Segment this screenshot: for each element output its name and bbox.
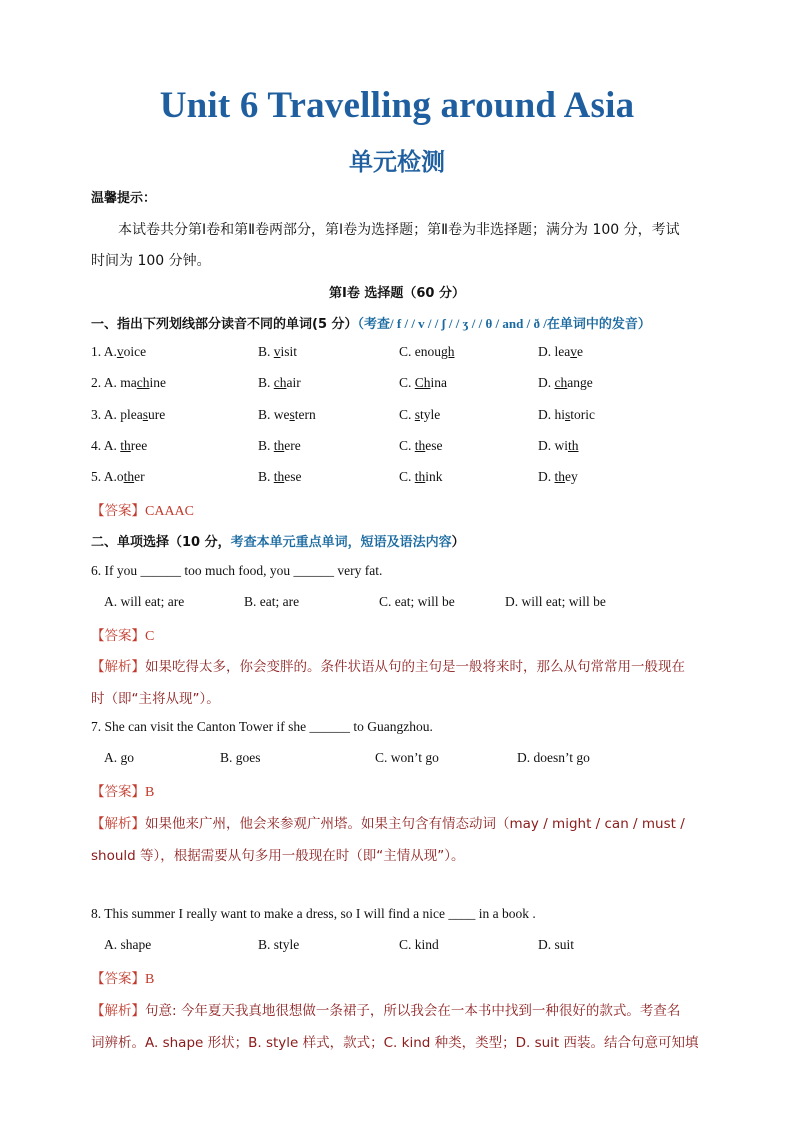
q3-option-d bbox=[538, 407, 595, 423]
option-text: ange bbox=[567, 375, 593, 390]
option-text: oice bbox=[123, 344, 147, 359]
answer-label: 【答案】 bbox=[91, 971, 145, 987]
q7-option-d: D. doesn’t go bbox=[517, 750, 590, 765]
option-text: ere bbox=[284, 438, 301, 453]
section-1-note: （考查/ f / / v / / ʃ / / ʒ / / θ / and / ð /在单词中的发音） bbox=[357, 316, 651, 331]
q2-option-d bbox=[538, 375, 593, 391]
underlined-letters: ch bbox=[554, 375, 568, 390]
q2-option-a bbox=[91, 375, 166, 391]
section-1-answer bbox=[91, 499, 194, 520]
option-text: ink bbox=[425, 469, 443, 484]
option-text: C. bbox=[399, 407, 415, 422]
option-text: tyle bbox=[420, 407, 441, 422]
option-text: 3. A. plea bbox=[91, 407, 143, 422]
q6-option-d: D. will eat; will be bbox=[505, 594, 606, 609]
underlined-letters: th bbox=[120, 438, 131, 453]
option-text: ure bbox=[148, 407, 166, 422]
q1-option-c bbox=[399, 344, 455, 360]
q6-explanation-line-2: 时（即“主将从现”）。 bbox=[91, 691, 220, 707]
question-7-stem: 7. She can visit the Canton Tower if she ______ to Guangzhou. bbox=[91, 719, 433, 734]
volume-1-heading: 第Ⅰ卷 选择题（60 分） bbox=[329, 286, 465, 301]
option-text: B. we bbox=[258, 407, 290, 422]
option-text: ese bbox=[284, 469, 302, 484]
answer-label: 【答案】 bbox=[91, 503, 145, 519]
explanation-text: 如果吃得太多，你会变胖的。条件状语从句的主句是一般将来时，那么从句常常用一般现在 bbox=[145, 659, 685, 675]
option-text: D. bbox=[538, 469, 555, 484]
answer-value: C bbox=[145, 629, 155, 644]
q3-option-b bbox=[258, 407, 316, 423]
question-8-stem: 8. This summer I really want to make a dress, so I will find a nice ____ in a book . bbox=[91, 906, 536, 921]
section-2-title: 二、单项选择（10 分， bbox=[91, 535, 231, 550]
q3-option-c bbox=[399, 407, 440, 423]
q3-option-a bbox=[91, 407, 165, 423]
underlined-letters: v bbox=[273, 344, 281, 359]
explanation-label: 【解析】 bbox=[91, 1003, 145, 1019]
q4-option-c bbox=[399, 438, 443, 454]
option-text: toric bbox=[570, 407, 596, 422]
option-text: B. bbox=[258, 344, 274, 359]
q8-option-c: C. kind bbox=[399, 937, 439, 952]
option-text: tern bbox=[294, 407, 316, 422]
q2-option-b bbox=[258, 375, 301, 391]
q6-answer bbox=[91, 624, 154, 645]
q7-explanation-line-2: should 等），根据需要从句多用一般现在时（即“主情从现”）。 bbox=[91, 848, 465, 864]
q4-option-a bbox=[91, 438, 147, 454]
explanation-text: 如果他来广州，他会来参观广州塔。如果主句含有情态动词（may / might / can / must / bbox=[145, 816, 685, 832]
q8-answer bbox=[91, 967, 154, 988]
q4-option-d bbox=[538, 438, 579, 454]
option-text: ree bbox=[130, 438, 148, 453]
q6-option-b: B. eat; are bbox=[244, 594, 300, 609]
q7-option-b: B. goes bbox=[220, 750, 261, 765]
explanation-label: 【解析】 bbox=[91, 816, 145, 832]
q2-option-c bbox=[399, 375, 447, 391]
q1-option-d bbox=[538, 344, 583, 360]
option-text: C. enou bbox=[399, 344, 441, 359]
underlined-letters: th bbox=[414, 438, 426, 453]
section-2-heading bbox=[91, 531, 465, 550]
q8-option-a: A. shape bbox=[104, 937, 152, 952]
underlined-letters: gh bbox=[441, 344, 455, 359]
q4-option-b bbox=[258, 438, 301, 454]
question-6-stem: 6. If you ______ too much food, you ______ very fat. bbox=[91, 563, 383, 578]
option-text: 1. A. bbox=[91, 344, 117, 359]
page-title: Unit 6 Travelling around Asia bbox=[159, 85, 635, 126]
section-2-note: 考查本单元重点单词，短语及语法内容 bbox=[230, 535, 452, 550]
underlined-letters: v bbox=[570, 344, 577, 359]
q8-option-b: B. style bbox=[258, 937, 300, 952]
page-subtitle: 单元检测 bbox=[349, 148, 445, 176]
option-text: D. wi bbox=[538, 438, 568, 453]
underlined-letters: ch bbox=[136, 375, 150, 390]
answer-label: 【答案】 bbox=[91, 628, 145, 644]
underlined-letters: th bbox=[273, 438, 285, 453]
option-text: C. bbox=[399, 469, 415, 484]
q8-explanation-line-1 bbox=[91, 999, 680, 1019]
q7-explanation-line-1 bbox=[91, 812, 685, 832]
q1-option-a bbox=[91, 344, 146, 360]
option-text: 4. A. bbox=[91, 438, 121, 453]
q7-option-a: A. go bbox=[104, 750, 134, 765]
q6-explanation-line-1 bbox=[91, 655, 685, 675]
tip-line-2: 时间为 100 分钟。 bbox=[91, 253, 211, 269]
underlined-letters: th bbox=[414, 469, 426, 484]
answer-label: 【答案】 bbox=[91, 784, 145, 800]
q5-option-a bbox=[91, 469, 145, 485]
explanation-label: 【解析】 bbox=[91, 659, 145, 675]
underlined-letters: s bbox=[414, 407, 421, 422]
option-text: ey bbox=[565, 469, 578, 484]
option-text: air bbox=[286, 375, 301, 390]
underlined-letters: s bbox=[289, 407, 295, 422]
option-text: D. hi bbox=[538, 407, 565, 422]
tip-line-1: 本试卷共分第Ⅰ卷和第Ⅱ卷两部分，第Ⅰ卷为选择题；第Ⅱ卷为非选择题；满分为 100 分，考试 bbox=[118, 222, 680, 238]
option-text: isit bbox=[280, 344, 298, 359]
q6-option-a: A. will eat; are bbox=[104, 594, 185, 609]
underlined-letters: s bbox=[142, 407, 149, 422]
underlined-letters: th bbox=[273, 469, 285, 484]
option-text: ine bbox=[149, 375, 166, 390]
underlined-letters: Ch bbox=[414, 375, 431, 390]
underlined-letters: ch bbox=[273, 375, 287, 390]
q5-option-b bbox=[258, 469, 302, 485]
q6-option-c: C. eat; will be bbox=[379, 594, 455, 609]
underlined-letters: s bbox=[565, 407, 571, 422]
underlined-letters: th bbox=[568, 438, 579, 453]
q7-option-c: C. won’t go bbox=[375, 750, 439, 765]
option-text: C. bbox=[399, 438, 415, 453]
option-text: B. bbox=[258, 469, 274, 484]
answer-value: CAAAC bbox=[145, 504, 195, 519]
option-text: 2. A. ma bbox=[91, 375, 137, 390]
option-text: C. bbox=[399, 375, 415, 390]
option-text: D. bbox=[538, 375, 555, 390]
q8-explanation-line-2: 词辨析。A. shape 形状；B. style 样式，款式；C. kind 种类，类型；D. suit 西装。结合句意可知填 bbox=[91, 1035, 699, 1051]
option-text: er bbox=[134, 469, 145, 484]
option-text: D. lea bbox=[538, 344, 571, 359]
underlined-letters: th bbox=[554, 469, 566, 484]
q5-option-c bbox=[399, 469, 443, 485]
underlined-letters: v bbox=[116, 344, 124, 359]
tip-label: 温馨提示： bbox=[91, 191, 157, 206]
explanation-text: 句意: 今年夏天我真地很想做一条裙子，所以我会在一本书中找到一种很好的款式。考查名 bbox=[145, 1003, 681, 1019]
section-1-title: 一、指出下列划线部分读音不同的单词(5 分） bbox=[91, 317, 358, 332]
q5-option-d bbox=[538, 469, 578, 485]
option-text: 5. A.o bbox=[91, 469, 124, 484]
q1-option-b bbox=[258, 344, 297, 360]
answer-value: B bbox=[145, 972, 155, 987]
q8-option-d: D. suit bbox=[538, 937, 575, 952]
option-text: ina bbox=[430, 375, 448, 390]
option-text: B. bbox=[258, 375, 274, 390]
section-1-heading bbox=[91, 313, 651, 332]
q7-answer bbox=[91, 780, 154, 801]
answer-value: B bbox=[145, 785, 155, 800]
option-text: B. bbox=[258, 438, 274, 453]
underlined-letters: th bbox=[123, 469, 135, 484]
option-text: ese bbox=[425, 438, 443, 453]
section-2-close: ） bbox=[451, 535, 465, 550]
option-text: e bbox=[576, 344, 583, 359]
